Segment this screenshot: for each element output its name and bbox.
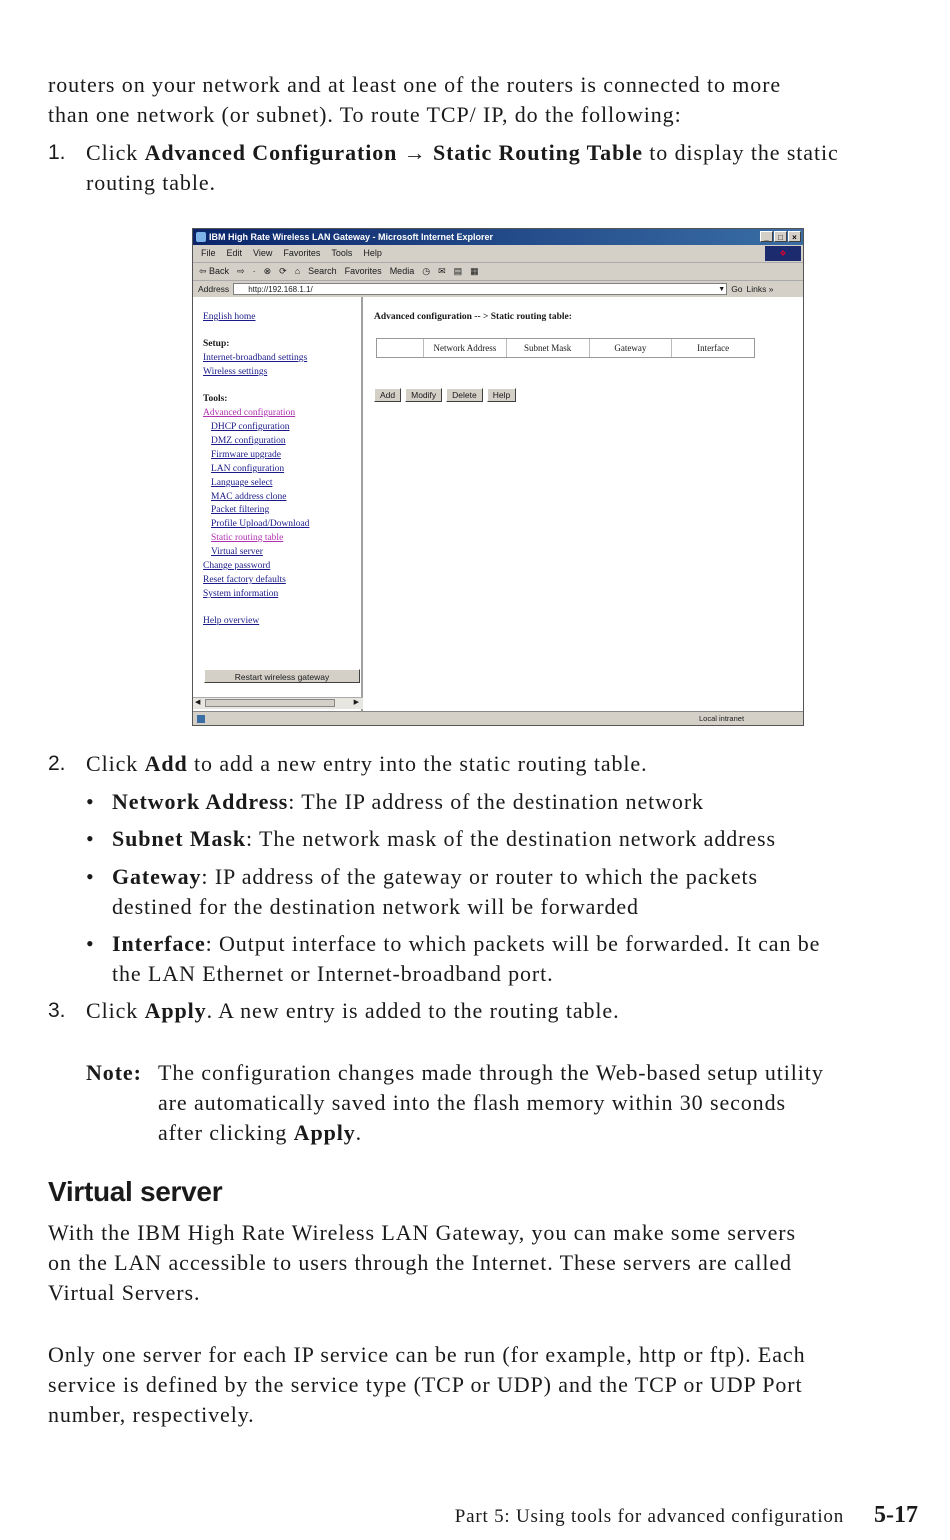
sidebar-heading-tools: Tools: [203, 394, 228, 404]
bullet-icon: • [86, 931, 94, 956]
home-icon[interactable]: ⌂ [294, 266, 301, 276]
history-icon[interactable]: ◷ [422, 266, 431, 276]
bullet-item: Gateway: IP address of the gateway or router to which the packets [112, 864, 759, 889]
status-bar [193, 711, 803, 726]
routing-table-header [376, 338, 755, 358]
address-label: Address [198, 284, 230, 294]
paragraph-line: on the LAN accessible to users through the Internet. These servers are called [48, 1250, 792, 1275]
bullet-item: Network Address: The IP address of the destination network [112, 789, 704, 814]
sidebar-item-reset[interactable]: Reset factory defaults [203, 575, 286, 585]
media-button[interactable]: Media [389, 266, 415, 276]
sidebar-item-english-home[interactable]: English home [203, 312, 256, 322]
step-2-text: Click Add to add a new entry into the static routing table. [86, 751, 648, 776]
sidebar-item-dhcp[interactable]: DHCP configuration [211, 422, 290, 432]
step-number: 1. [48, 141, 66, 164]
maximize-button[interactable]: □ [774, 231, 787, 242]
routing-buttons [374, 388, 516, 402]
sidebar-item-static-routing[interactable]: Static routing table [211, 533, 284, 543]
restart-gateway-button[interactable]: Restart wireless gateway [204, 669, 360, 683]
step-number: 3. [48, 999, 66, 1022]
page-content [193, 297, 803, 711]
print-icon[interactable]: ▤ [453, 266, 463, 276]
horizontal-scrollbar[interactable] [193, 697, 363, 709]
sidebar-item-system-info[interactable]: System information [203, 589, 279, 599]
sidebar-item-profile[interactable]: Profile Upload/Download [211, 519, 310, 529]
go-button[interactable]: Go [731, 284, 743, 294]
ie-icon [196, 232, 206, 242]
close-button[interactable]: × [788, 231, 801, 242]
column-header-gateway: Gateway [589, 339, 672, 357]
intro-line: routers on your network and at least one of the routers is connected to more [48, 72, 782, 97]
main-panel [371, 297, 801, 711]
menu-view[interactable]: View [253, 248, 273, 258]
bullet-continuation: the LAN Ethernet or Internet-broadband port. [112, 961, 554, 986]
page-title: Advanced configuration -- > Static routing table: [374, 312, 572, 322]
stop-icon[interactable]: ⊗ [263, 266, 272, 276]
menu-bar [193, 245, 803, 263]
step-1-continuation: routing table. [86, 170, 216, 195]
sidebar-item-mac[interactable]: MAC address clone [211, 492, 287, 502]
sidebar-heading-setup: Setup: [203, 339, 230, 349]
menu-favorites[interactable]: Favorites [283, 248, 321, 258]
minimize-button[interactable]: _ [760, 231, 773, 242]
arrow-icon: → [397, 140, 433, 165]
browser-screenshot [192, 228, 804, 726]
step-1-bold: Advanced Configuration [144, 140, 398, 165]
column-header-network-address: Network Address [423, 339, 506, 357]
page-icon [197, 715, 205, 723]
sidebar-item-help-overview[interactable]: Help overview [203, 616, 260, 626]
page-number: 5-17 [874, 1502, 918, 1528]
windows-logo-icon: ❖ [765, 246, 801, 261]
scroll-right-icon[interactable]: ▶ [353, 698, 359, 706]
note-label: Note: [86, 1060, 142, 1085]
add-button[interactable]: Add [374, 388, 401, 402]
section-heading: Virtual server [48, 1176, 223, 1207]
sidebar-item-lan[interactable]: LAN configuration [211, 464, 285, 474]
forward-button[interactable]: ⇨ [237, 266, 245, 276]
search-button[interactable]: Search [308, 266, 337, 276]
menu-help[interactable]: Help [363, 248, 382, 258]
step-3-text: Click Apply. A new entry is added to the routing table. [86, 998, 620, 1023]
address-value: http://192.168.1.1/ [248, 285, 313, 294]
paragraph-line: Virtual Servers. [48, 1280, 201, 1305]
paragraph-line: With the IBM High Rate Wireless LAN Gateway, you can make some servers [48, 1220, 796, 1245]
step-number: 2. [48, 752, 66, 775]
delete-button[interactable]: Delete [446, 388, 483, 402]
refresh-icon[interactable]: ⟳ [279, 266, 287, 276]
intro-line: than one network (or subnet). To route TCP/ IP, do the following: [48, 102, 682, 127]
bullet-item: Subnet Mask: The network mask of the destination network address [112, 826, 776, 851]
favorites-button[interactable]: Favorites [344, 266, 382, 276]
note-text: are automatically saved into the flash memory within 30 seconds [158, 1090, 786, 1115]
browser-title: IBM High Rate Wireless LAN Gateway - Microsoft Internet Explorer [209, 232, 493, 242]
menu-edit[interactable]: Edit [226, 248, 243, 258]
browser-title-bar [193, 229, 803, 245]
mail-icon[interactable]: ✉ [438, 266, 446, 276]
back-button[interactable]: ⇦ Back [199, 266, 230, 276]
scroll-left-icon[interactable]: ◀ [195, 698, 201, 706]
sidebar-item-internet[interactable]: Internet-broadband settings [203, 353, 308, 363]
note-text: The configuration changes made through the Web-based setup utility [158, 1060, 824, 1085]
chevron-down-icon[interactable]: ▼ [718, 286, 726, 293]
page-footer [455, 1502, 918, 1529]
edit-icon[interactable]: ▦ [470, 266, 479, 276]
step-1-text: Click Advanced Configuration → Static Routing Table to display the static [86, 140, 839, 165]
menu-tools[interactable]: Tools [331, 248, 353, 258]
browser-toolbar [193, 263, 803, 281]
sidebar-item-language[interactable]: Language select [211, 478, 273, 488]
status-zone: Local intranet [699, 714, 745, 723]
paragraph-line: Only one server for each IP service can be run (for example, http or ftp). Each [48, 1342, 806, 1367]
bullet-icon: • [86, 864, 94, 889]
toolbar-separator: · [252, 266, 256, 276]
bullet-item: Interface: Output interface to which packets will be forwarded. It can be [112, 931, 821, 956]
note-text: after clicking Apply. [158, 1120, 363, 1145]
bullet-icon: • [86, 789, 94, 814]
address-bar [193, 281, 803, 298]
column-header-interface: Interface [671, 339, 754, 357]
sidebar-item-dmz[interactable]: DMZ configuration [211, 436, 286, 446]
sidebar-item-advanced[interactable]: Advanced configuration [203, 408, 296, 418]
bullet-continuation: destined for the destination network will be forwarded [112, 894, 639, 919]
paragraph-line: number, respectively. [48, 1402, 255, 1427]
modify-button[interactable]: Modify [405, 388, 442, 402]
bullet-icon: • [86, 826, 94, 851]
paragraph-line: service is defined by the service type (TCP or UDP) and the TCP or UDP Port [48, 1372, 803, 1397]
sidebar-item-firmware[interactable]: Firmware upgrade [211, 450, 281, 460]
menu-file[interactable]: File [201, 248, 216, 258]
scrollbar-thumb[interactable] [205, 699, 335, 707]
sidebar [193, 297, 363, 711]
sidebar-item-packet[interactable]: Packet filtering [211, 505, 270, 515]
address-input[interactable] [233, 283, 727, 295]
sidebar-item-virtual-server[interactable]: Virtual server [211, 547, 263, 557]
sidebar-item-wireless[interactable]: Wireless settings [203, 367, 268, 377]
sidebar-item-change-password[interactable]: Change password [203, 561, 271, 571]
help-button[interactable]: Help [487, 388, 516, 402]
links-button[interactable]: Links » [746, 284, 774, 294]
column-header-blank [377, 339, 423, 357]
footer-text: Part 5: Using tools for advanced configuration [454, 1506, 844, 1527]
column-header-subnet-mask: Subnet Mask [506, 339, 589, 357]
